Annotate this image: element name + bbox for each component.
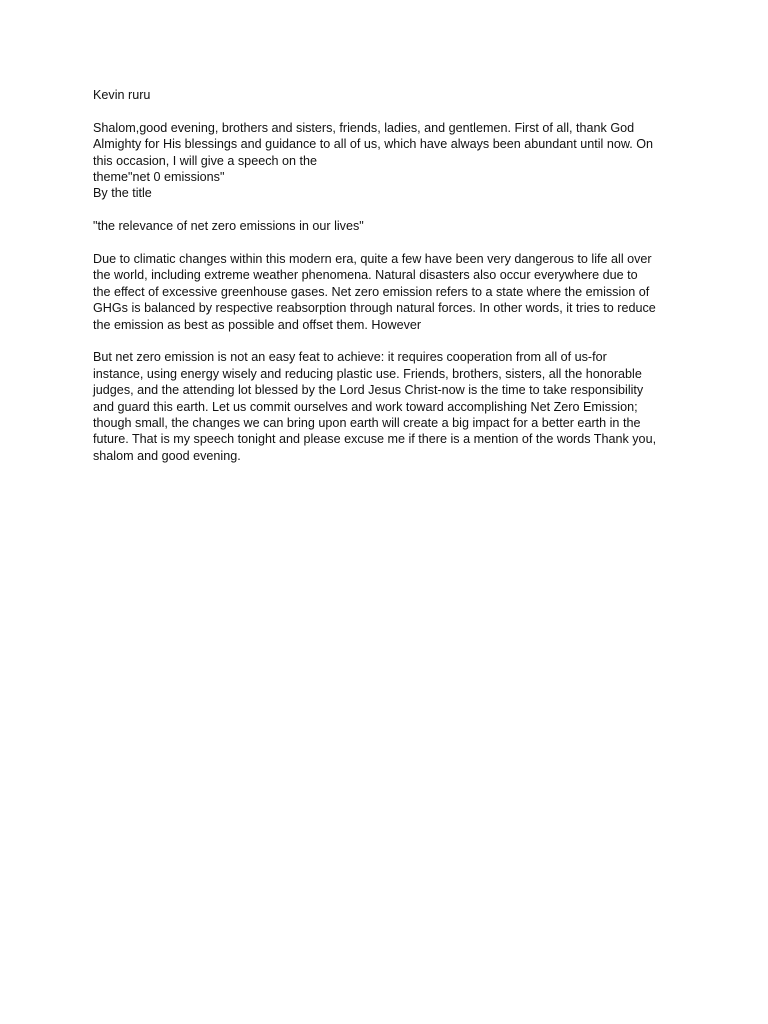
body-line: the effect of excessive greenhouse gases. Net zero emission refers to a state where the emission of [93,284,650,299]
body-line: the emission as best as possible and offset them. However [93,317,422,332]
body-line: GHGs is balanced by respective reabsorption through natural forces. In other words, it tries to reduce [93,301,656,316]
intro-line: By the title [93,186,152,201]
body-line: shalom and good evening. [93,448,241,463]
body-paragraph-2 [93,349,678,464]
intro-line: Almighty for His blessings and guidance to all of us, which have always been abundant until now. On [93,137,654,152]
body-line: future. That is my speech tonight and please excuse me if there is a mention of the words Thank you, [93,432,657,447]
paragraph-gap [93,235,678,251]
document-body [93,87,678,464]
paragraph-gap [93,202,678,218]
intro-line: theme"net 0 emissions" [93,170,225,185]
speech-title [93,218,678,234]
body-paragraph-1 [93,251,678,333]
speech-title-text: "the relevance of net zero emissions in our lives" [93,219,364,234]
body-line: though small, the changes we can bring upon earth will create a big impact for a better earth in the [93,416,641,431]
paragraph-gap [93,333,678,349]
intro-paragraph [93,120,678,202]
body-line: instance, using energy wisely and reducing plastic use. Friends, brothers, sisters, all the honorable [93,366,642,381]
paragraph-gap [93,103,678,119]
body-line: But net zero emission is not an easy feat to achieve: it requires cooperation from all of us-for [93,350,607,365]
author-name: Kevin ruru [93,88,151,102]
body-line: the world, including extreme weather phenomena. Natural disasters also occur everywhere due to [93,268,638,283]
intro-line: Shalom,good evening, brothers and sisters, friends, ladies, and gentlemen. First of all, thank God [93,120,635,135]
body-line: and guard this earth. Let us commit ourselves and work toward accomplishing Net Zero Emission; [93,399,638,414]
intro-line: this occasion, I will give a speech on the [93,153,318,168]
body-line: judges, and the attending lot blessed by the Lord Jesus Christ-now is the time to take responsibility [93,383,644,398]
body-line: Due to climatic changes within this modern era, quite a few have been very dangerous to life all over [93,252,652,267]
author-line [93,87,678,103]
